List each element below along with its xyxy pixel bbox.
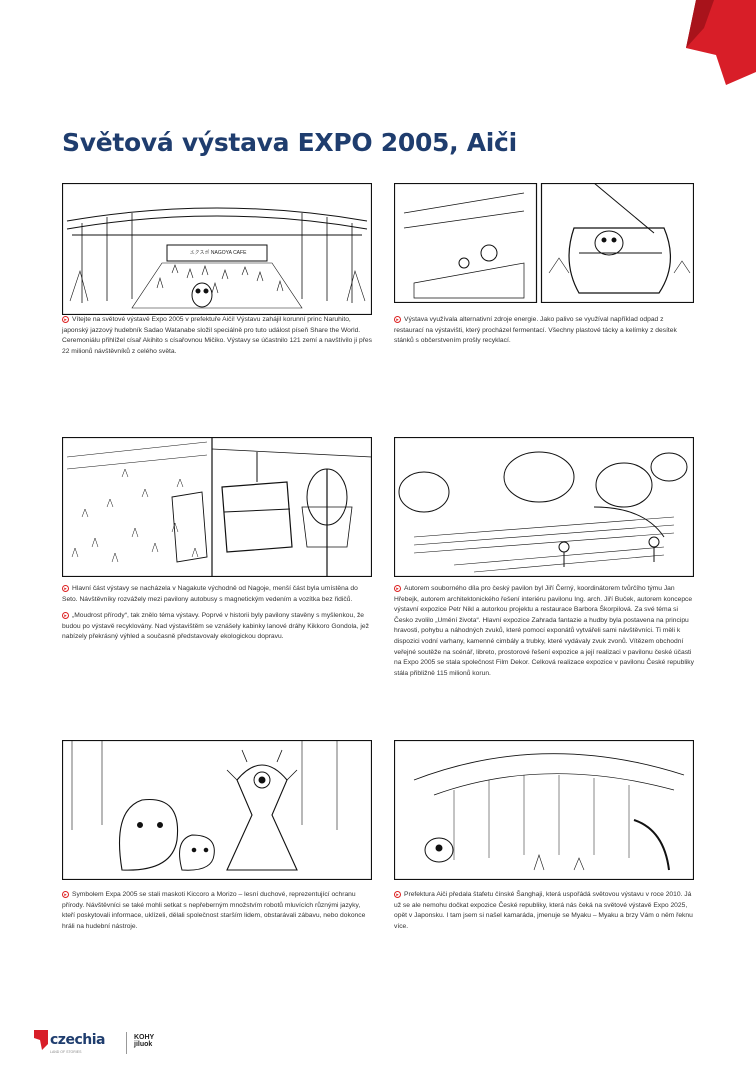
bullet-icon: ▸ bbox=[394, 585, 401, 592]
czechia-logo-tagline: LAND OF STORIES bbox=[50, 1050, 82, 1054]
caption-5 bbox=[62, 890, 372, 938]
czechia-logo-text: czechia bbox=[50, 1032, 105, 1048]
caption-1-text: Vítejte na světové výstavě Expo 2005 v prefektuře Aiči! Výstavu zahájil korunní princ Naruhito, japonský jazzový hudebník Sadao Watanabe složil speciálně pro tuto událost píseň Share the World. Ceremoniálu přihlížel císař Akihito s císařovnou Mičiko. Výstavy se účastnilo 121 zemí a navštívilo ji přes 22 milionů návštěvníků z celého světa. bbox=[62, 316, 372, 355]
partner-logo bbox=[134, 1034, 154, 1048]
logo-divider bbox=[126, 1032, 127, 1054]
panel-1-sign: エクスポ NAGOYA CAFE bbox=[189, 250, 247, 256]
panel-2-illustration bbox=[394, 183, 694, 303]
caption-3a-text: Hlavní část výstavy se nacházela v Nagakute východně od Nagoje, menší část byla umístěna do Seto. Návštěvníky rozvážely mezi pavilony autobusy s magnetickým vedením a vozítka bez řidičů. bbox=[62, 585, 358, 603]
panel-5-illustration bbox=[62, 740, 372, 880]
bullet-icon: ▸ bbox=[394, 891, 401, 898]
bullet-icon: ▸ bbox=[62, 612, 69, 619]
caption-3 bbox=[62, 584, 372, 649]
caption-4 bbox=[394, 584, 694, 685]
caption-5-text: Symbolem Expa 2005 se stali maskoti Kiccoro a Morizo – lesní duchové, reprezentující ochranu přírody. Návštěvníci se také mohli setkat s nepřeberným množstvím robotů mluvících různými jazyky, kteří poskytovali informace, uklízeli, dělali společnost starším lidem, obstarávali zábavu, nebo dokonce hráli na hudební nástroje. bbox=[62, 891, 366, 930]
page-title: Světová výstava EXPO 2005, Aiči bbox=[62, 128, 517, 157]
partner-logo-line2: jiluok bbox=[134, 1041, 153, 1048]
panel-4-illustration bbox=[394, 437, 694, 577]
panel-3-illustration bbox=[62, 437, 372, 577]
caption-4-text: Autorem souborného díla pro český pavilon byl Jiří Černý, koordinátorem tvůrčího týmu Jan Hřebejk, autorem architektonického řešení interiéru pavilonu Ing. arch. Jiří Buček, autorem koncepce výstavní expozice Petr Nikl a autorkou projektu a restaurace Barbora Škorpilová. Za své téma si Česko zvolilo „Umění života“. Hlavní expozice Zahrada fantazie a hudby byla postavena na principu hravosti, pohybu a náhodných zvuků, které pomocí exponátů vytvářeli sami návštěvníci. Ti měli k dispozici vodní varhany, kamenné cimbály a trubky, které vydávaly zvuk zvonů. Vítězem obchodní veřejné soutěže na scénář, libreto, prostorové řešení expozice a její realizaci v pavilonu české účasti na Expo 2005 se stala společnost Film Dekor. Celková realizace expozice v pavilonu České republiky stála přibližně 115 milionů korun. bbox=[394, 585, 694, 677]
bullet-icon: ▸ bbox=[62, 891, 69, 898]
caption-3b-text: „Moudrost přírody“, tak znělo téma výstavy. Poprvé v historii byly pavilony stavěny s myšlenkou, že budou po výstavě recyklovány. Nad výstavištěm se vznášely kabinky lanové dráhy Kikkoro Gondola, jež nabízely překrásný výhled a současně představovaly ekologickou dopravu. bbox=[62, 612, 369, 641]
bullet-icon: ▸ bbox=[62, 585, 69, 592]
panel-6-illustration bbox=[394, 740, 694, 880]
caption-6-text: Prefektura Aiči předala štafetu čínské Šanghaji, která uspořádá světovou výstavu v roce 2010. Já už se ale nemohu dočkat expozice České republiky, která nás čeká na světové výstavě Expo 2025, opět v Japonsku. I tam jsem si našel kamaráda, jmenuje se Myaku – Myaku a brzy Vám o něm řeknu více. bbox=[394, 891, 693, 930]
caption-6 bbox=[394, 890, 694, 938]
corner-accent-shape bbox=[666, 0, 756, 85]
caption-1 bbox=[62, 315, 372, 363]
caption-2 bbox=[394, 315, 694, 353]
caption-2-text: Výstava využívala alternativní zdroje energie. Jako palivo se využíval například odpad z restaurací na výstavišti, který procházel fermentací. Všechny plastové tácky a kelímky z desítek stánků s občerstvením prošly recyklací. bbox=[394, 316, 677, 345]
bullet-icon: ▸ bbox=[62, 316, 69, 323]
partner-logo-line1: KOHY bbox=[134, 1034, 155, 1041]
bullet-icon: ▸ bbox=[394, 316, 401, 323]
czechia-logo-icon bbox=[34, 1030, 48, 1050]
